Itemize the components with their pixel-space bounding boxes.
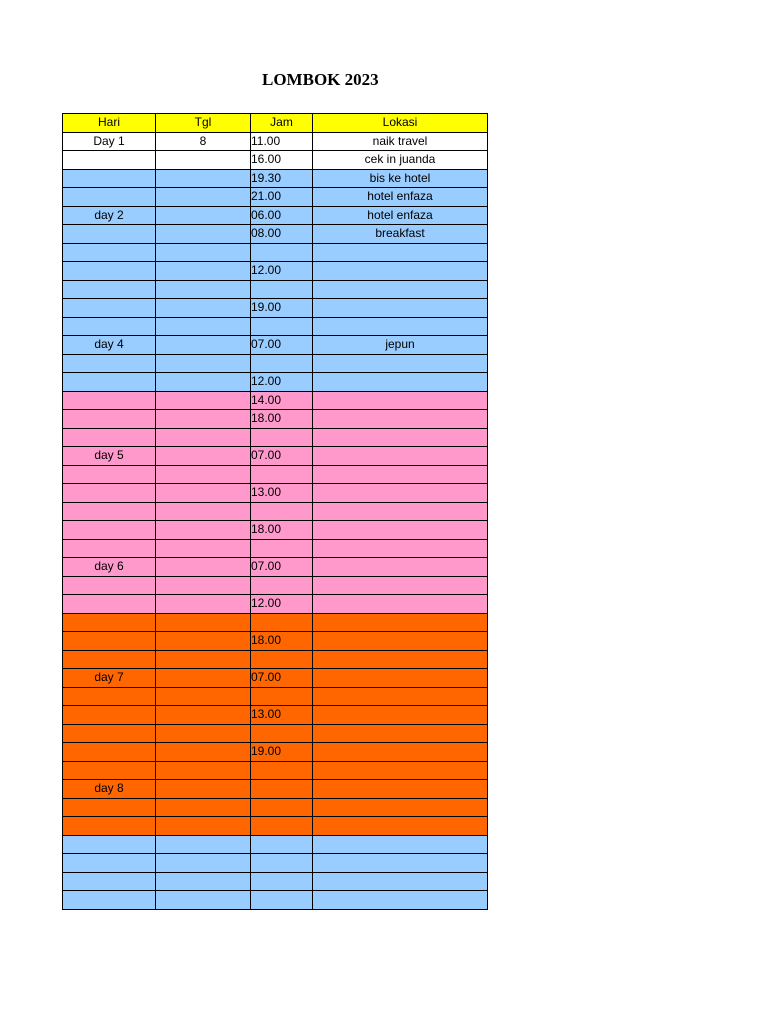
cell-hari: day 7	[63, 669, 156, 688]
cell-jam	[251, 502, 313, 521]
cell-lokasi	[313, 521, 488, 540]
cell-lokasi	[313, 243, 488, 262]
cell-lokasi	[313, 299, 488, 318]
itinerary-body	[63, 132, 488, 909]
cell-jam	[251, 780, 313, 799]
cell-jam	[251, 576, 313, 595]
cell-jam	[251, 465, 313, 484]
cell-jam: 06.00	[251, 206, 313, 225]
cell-tgl	[156, 521, 251, 540]
cell-tgl	[156, 595, 251, 614]
table-row	[63, 225, 488, 244]
cell-jam: 19.00	[251, 299, 313, 318]
table-row	[63, 743, 488, 762]
cell-hari	[63, 188, 156, 207]
cell-jam	[251, 761, 313, 780]
cell-tgl	[156, 484, 251, 503]
table-row	[63, 595, 488, 614]
cell-lokasi: cek in juanda	[313, 151, 488, 170]
cell-hari	[63, 391, 156, 410]
cell-tgl	[156, 539, 251, 558]
cell-jam	[251, 854, 313, 873]
cell-lokasi	[313, 576, 488, 595]
cell-hari	[63, 243, 156, 262]
table-row	[63, 428, 488, 447]
cell-tgl	[156, 706, 251, 725]
cell-tgl	[156, 169, 251, 188]
table-row	[63, 243, 488, 262]
cell-lokasi	[313, 872, 488, 891]
table-row	[63, 872, 488, 891]
table-row	[63, 169, 488, 188]
cell-lokasi	[313, 262, 488, 281]
cell-hari: Day 1	[63, 132, 156, 151]
cell-jam	[251, 354, 313, 373]
cell-hari	[63, 872, 156, 891]
cell-lokasi	[313, 798, 488, 817]
cell-hari	[63, 854, 156, 873]
cell-jam: 08.00	[251, 225, 313, 244]
cell-lokasi	[313, 650, 488, 669]
cell-hari	[63, 835, 156, 854]
cell-hari: day 4	[63, 336, 156, 355]
cell-jam: 21.00	[251, 188, 313, 207]
cell-hari	[63, 613, 156, 632]
cell-jam: 07.00	[251, 447, 313, 466]
table-row	[63, 761, 488, 780]
table-row	[63, 354, 488, 373]
column-header-hari: Hari	[63, 114, 156, 133]
cell-hari	[63, 465, 156, 484]
cell-tgl	[156, 225, 251, 244]
cell-jam: 07.00	[251, 669, 313, 688]
document-title-text: LOMBOK 2023	[262, 70, 379, 89]
cell-lokasi	[313, 465, 488, 484]
cell-jam	[251, 243, 313, 262]
table-row	[63, 373, 488, 392]
table-row	[63, 484, 488, 503]
cell-jam: 14.00	[251, 391, 313, 410]
cell-tgl	[156, 465, 251, 484]
cell-lokasi	[313, 817, 488, 836]
cell-hari: day 2	[63, 206, 156, 225]
column-header-lokasi: Lokasi	[313, 114, 488, 133]
cell-lokasi: hotel enfaza	[313, 188, 488, 207]
table-row	[63, 558, 488, 577]
cell-tgl	[156, 835, 251, 854]
table-row	[63, 669, 488, 688]
cell-tgl	[156, 632, 251, 651]
table-row	[63, 262, 488, 281]
table-row	[63, 521, 488, 540]
cell-jam	[251, 724, 313, 743]
cell-hari	[63, 151, 156, 170]
cell-tgl	[156, 410, 251, 429]
cell-lokasi: breakfast	[313, 225, 488, 244]
cell-hari	[63, 576, 156, 595]
cell-lokasi	[313, 280, 488, 299]
cell-hari	[63, 262, 156, 281]
table-row	[63, 613, 488, 632]
cell-jam: 07.00	[251, 558, 313, 577]
cell-tgl	[156, 576, 251, 595]
cell-lokasi	[313, 502, 488, 521]
cell-tgl	[156, 502, 251, 521]
cell-tgl	[156, 687, 251, 706]
cell-lokasi	[313, 613, 488, 632]
table-row	[63, 151, 488, 170]
table-row	[63, 280, 488, 299]
table-header-row	[63, 114, 488, 133]
cell-hari	[63, 428, 156, 447]
cell-lokasi	[313, 854, 488, 873]
cell-hari	[63, 373, 156, 392]
cell-lokasi	[313, 632, 488, 651]
cell-tgl	[156, 354, 251, 373]
cell-lokasi	[313, 706, 488, 725]
cell-hari	[63, 632, 156, 651]
cell-tgl	[156, 891, 251, 910]
cell-tgl	[156, 447, 251, 466]
cell-lokasi	[313, 539, 488, 558]
cell-jam	[251, 835, 313, 854]
cell-tgl: 8	[156, 132, 251, 151]
cell-lokasi	[313, 558, 488, 577]
table-row	[63, 188, 488, 207]
cell-jam: 07.00	[251, 336, 313, 355]
cell-jam	[251, 798, 313, 817]
cell-tgl	[156, 854, 251, 873]
table-row	[63, 206, 488, 225]
table-row	[63, 447, 488, 466]
cell-tgl	[156, 872, 251, 891]
table-row	[63, 706, 488, 725]
cell-jam: 18.00	[251, 632, 313, 651]
cell-tgl	[156, 243, 251, 262]
cell-lokasi: naik travel	[313, 132, 488, 151]
cell-jam	[251, 891, 313, 910]
cell-jam: 18.00	[251, 521, 313, 540]
column-header-tgl: Tgl	[156, 114, 251, 133]
cell-lokasi	[313, 687, 488, 706]
cell-tgl	[156, 428, 251, 447]
cell-lokasi	[313, 484, 488, 503]
cell-tgl	[156, 743, 251, 762]
cell-lokasi	[313, 391, 488, 410]
cell-lokasi	[313, 743, 488, 762]
cell-hari	[63, 317, 156, 336]
table-row	[63, 502, 488, 521]
cell-hari	[63, 539, 156, 558]
cell-jam: 12.00	[251, 595, 313, 614]
cell-hari	[63, 817, 156, 836]
cell-tgl	[156, 780, 251, 799]
cell-lokasi	[313, 373, 488, 392]
cell-tgl	[156, 373, 251, 392]
cell-tgl	[156, 558, 251, 577]
cell-hari	[63, 521, 156, 540]
table-row	[63, 539, 488, 558]
cell-hari	[63, 410, 156, 429]
table-row	[63, 835, 488, 854]
table-row	[63, 798, 488, 817]
cell-hari	[63, 724, 156, 743]
cell-tgl	[156, 188, 251, 207]
cell-hari	[63, 891, 156, 910]
cell-hari	[63, 761, 156, 780]
cell-hari: day 8	[63, 780, 156, 799]
cell-hari	[63, 225, 156, 244]
cell-lokasi	[313, 428, 488, 447]
cell-jam: 19.30	[251, 169, 313, 188]
cell-hari: day 5	[63, 447, 156, 466]
cell-hari	[63, 743, 156, 762]
cell-lokasi	[313, 780, 488, 799]
cell-tgl	[156, 262, 251, 281]
table-row	[63, 299, 488, 318]
cell-jam: 11.00	[251, 132, 313, 151]
cell-lokasi	[313, 835, 488, 854]
cell-hari	[63, 280, 156, 299]
cell-lokasi: jepun	[313, 336, 488, 355]
cell-lokasi	[313, 447, 488, 466]
cell-jam: 16.00	[251, 151, 313, 170]
cell-hari	[63, 650, 156, 669]
table-row	[63, 817, 488, 836]
cell-lokasi	[313, 317, 488, 336]
cell-jam	[251, 687, 313, 706]
cell-lokasi	[313, 891, 488, 910]
cell-lokasi: bis ke hotel	[313, 169, 488, 188]
cell-lokasi	[313, 669, 488, 688]
cell-hari	[63, 798, 156, 817]
cell-tgl	[156, 317, 251, 336]
cell-jam: 12.00	[251, 262, 313, 281]
cell-jam	[251, 872, 313, 891]
cell-tgl	[156, 669, 251, 688]
table-row	[63, 724, 488, 743]
cell-jam	[251, 317, 313, 336]
cell-lokasi	[313, 761, 488, 780]
cell-jam	[251, 428, 313, 447]
cell-hari	[63, 484, 156, 503]
table-row	[63, 891, 488, 910]
cell-hari	[63, 687, 156, 706]
cell-jam: 13.00	[251, 484, 313, 503]
table-row	[63, 650, 488, 669]
cell-jam: 19.00	[251, 743, 313, 762]
cell-tgl	[156, 613, 251, 632]
table-row	[63, 132, 488, 151]
cell-tgl	[156, 151, 251, 170]
table-row	[63, 632, 488, 651]
table-row	[63, 854, 488, 873]
cell-jam: 12.00	[251, 373, 313, 392]
cell-tgl	[156, 761, 251, 780]
cell-jam	[251, 650, 313, 669]
cell-tgl	[156, 280, 251, 299]
cell-tgl	[156, 391, 251, 410]
cell-hari	[63, 706, 156, 725]
table-row	[63, 391, 488, 410]
cell-lokasi	[313, 724, 488, 743]
cell-tgl	[156, 817, 251, 836]
cell-lokasi	[313, 410, 488, 429]
column-header-jam: Jam	[251, 114, 313, 133]
table-row	[63, 465, 488, 484]
table-row	[63, 317, 488, 336]
table-row	[63, 780, 488, 799]
table-row	[63, 410, 488, 429]
cell-hari	[63, 595, 156, 614]
cell-hari	[63, 502, 156, 521]
cell-lokasi	[313, 354, 488, 373]
cell-tgl	[156, 724, 251, 743]
cell-tgl	[156, 206, 251, 225]
document-title	[62, 70, 487, 90]
cell-jam: 13.00	[251, 706, 313, 725]
cell-jam	[251, 613, 313, 632]
table-row	[63, 576, 488, 595]
cell-hari	[63, 299, 156, 318]
cell-jam	[251, 539, 313, 558]
cell-jam: 18.00	[251, 410, 313, 429]
cell-tgl	[156, 798, 251, 817]
table-row	[63, 687, 488, 706]
cell-hari: day 6	[63, 558, 156, 577]
cell-jam	[251, 817, 313, 836]
table-row	[63, 336, 488, 355]
cell-tgl	[156, 299, 251, 318]
cell-tgl	[156, 650, 251, 669]
cell-lokasi: hotel enfaza	[313, 206, 488, 225]
cell-hari	[63, 354, 156, 373]
cell-hari	[63, 169, 156, 188]
itinerary-table	[62, 113, 488, 910]
cell-lokasi	[313, 595, 488, 614]
cell-jam	[251, 280, 313, 299]
cell-tgl	[156, 336, 251, 355]
